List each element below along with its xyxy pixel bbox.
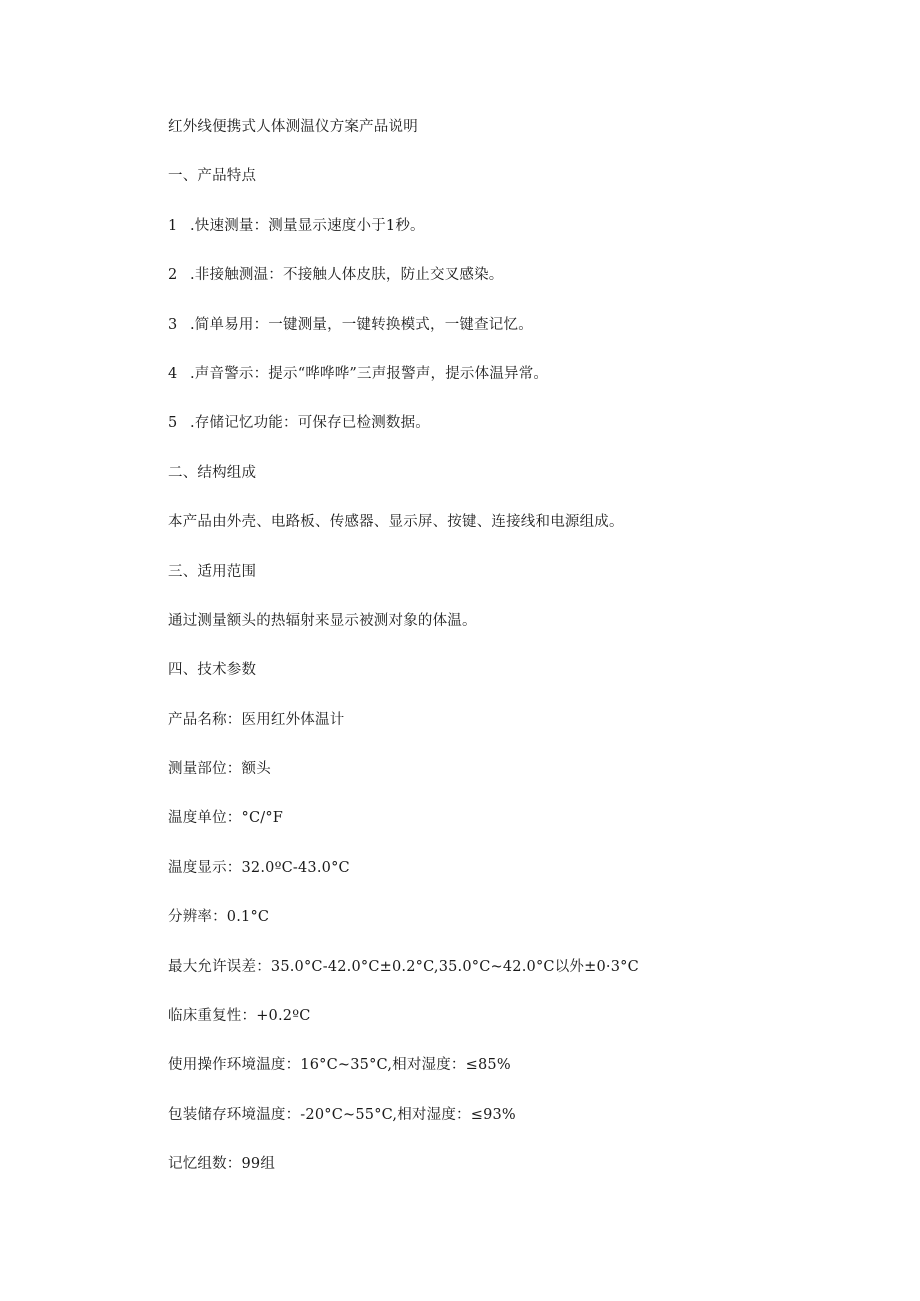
feature-item	[168, 261, 868, 310]
spec-measure-site: 测量部位：额头	[168, 761, 271, 778]
spec-repeatability: 临床重复性：+0.2ºC	[168, 1008, 311, 1025]
feature-number: 3	[168, 316, 178, 333]
scope-text: 通过测量额头的热辐射来显示被测对象的体温。	[168, 612, 477, 629]
spec-temp-display: 温度显示：32.0ºC-43.0°C	[168, 859, 350, 876]
feature-number: 2	[168, 267, 178, 284]
document-body	[168, 113, 868, 1200]
feature-item	[168, 311, 868, 360]
section-heading-structure: 二、结构组成	[168, 464, 257, 481]
spec-memory-groups: 记忆组数：99组	[168, 1156, 276, 1173]
spec-temp-unit: 温度单位：°C/°F	[168, 810, 284, 827]
feature-number: 4	[168, 365, 178, 382]
spec-max-error: 最大允许误差：35.0°C-42.0°C±0.2°C,35.0°C~42.0°C以外±0·3°C	[168, 958, 639, 975]
section-heading-specs: 四、技术参数	[168, 662, 257, 679]
spec-storage-env: 包装储存环境温度：-20°C~55°C,相对湿度：≤93%	[168, 1106, 516, 1123]
feature-number: 5	[168, 415, 178, 432]
feature-item	[168, 409, 868, 458]
feature-item	[168, 360, 868, 409]
section-heading-scope: 三、适用范围	[168, 563, 257, 580]
feature-text: .非接触测温：不接触人体皮肤，防止交叉感染。	[190, 267, 504, 284]
structure-text: 本产品由外壳、电路板、传感器、显示屏、按键、连接线和电源组成。	[168, 514, 624, 531]
document-title: 红外线便携式人体测温仪方案产品说明	[168, 119, 418, 135]
feature-number: 1	[168, 217, 178, 234]
feature-text: .声音警示：提示“哗哗哗”三声报警声，提示体温异常。	[190, 365, 549, 382]
feature-text: .存储记忆功能：可保存已检测数据。	[190, 415, 431, 432]
section-heading-features: 一、产品特点	[168, 168, 257, 185]
spec-product-name: 产品名称：医用红外体温计	[168, 711, 345, 728]
feature-item	[168, 212, 868, 261]
feature-text: .快速测量：测量显示速度小于1秒。	[190, 217, 425, 234]
feature-text: .简单易用：一键测量，一键转换模式，一键查记忆。	[190, 316, 533, 333]
spec-resolution: 分辨率：0.1°C	[168, 909, 270, 926]
spec-operating-env: 使用操作环境温度：16°C~35°C,相对湿度：≤85%	[168, 1057, 511, 1074]
